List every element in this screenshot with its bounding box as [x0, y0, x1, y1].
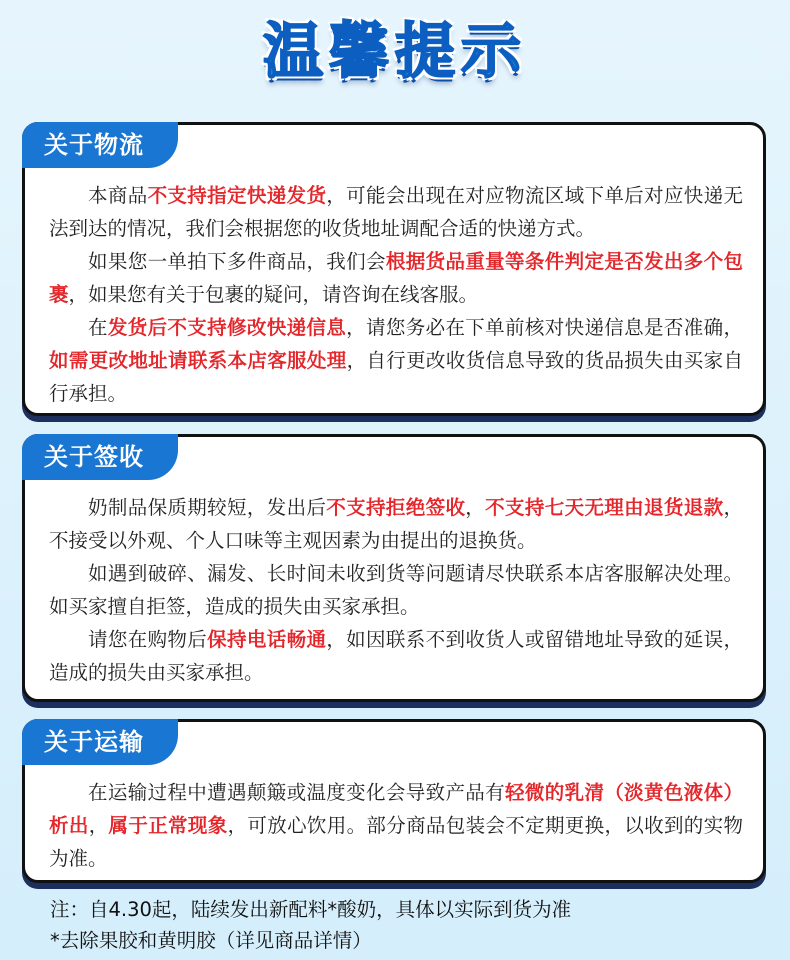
- body-text: 如果您一单拍下多件商品，我们会: [88, 250, 386, 273]
- footnote-ingredients: *去除果胶和黄明胶（详见商品详情）: [50, 929, 372, 952]
- body-text: ，: [88, 814, 109, 837]
- paragraph: [49, 776, 743, 875]
- transport-heading: 关于运输: [22, 719, 178, 765]
- footnote-formula: 注：自4.30起，陆续发出新配料*酸奶，具体以实际到货为准: [50, 898, 572, 921]
- body-text: ，可能会出现在对应物流区域下单后对应快递无法到达的情况，我们会根据您的收货地址调配合适的快递方式。: [49, 184, 743, 240]
- paragraph: [49, 491, 743, 557]
- body-text: 请您在购物后: [88, 628, 208, 651]
- signing-heading: 关于签收: [22, 434, 178, 480]
- logistics-card: [22, 122, 766, 416]
- logistics-heading: 关于物流: [22, 122, 178, 168]
- signing-card: [22, 434, 766, 702]
- body-text: ，: [465, 496, 486, 519]
- paragraph: [49, 623, 743, 689]
- paragraph: [49, 557, 743, 623]
- body-text: 本商品: [88, 184, 148, 207]
- paragraph: [49, 179, 743, 245]
- body-text: 奶制品保质期较短，发出后: [88, 496, 327, 519]
- body-text: ，可放心饮用。部分商品包装会不定期更换，以收到的实物为准。: [49, 814, 743, 870]
- paragraph: [49, 311, 743, 410]
- highlight-text: 不支持指定快递发货: [147, 184, 327, 207]
- body-text: ，如果您有关于包裹的疑问，请咨询在线客服。: [68, 283, 479, 306]
- highlight-text: 不支持七天无理由退货退款: [485, 496, 724, 519]
- paragraph: [49, 245, 743, 311]
- highlight-text: 保持电话畅通: [207, 628, 327, 651]
- body-text: 如遇到破碎、漏发、长时间未收到货等问题请尽快联系本店客服解决处理。如买家擅自拒签，造成的损失由买家承担。: [49, 562, 743, 618]
- highlight-text: 如需更改地址请联系本店客服处理: [49, 349, 347, 372]
- transport-card: [22, 719, 766, 883]
- highlight-text: 根据货品重量等条件判定是否发出多个包裹: [49, 250, 743, 306]
- highlight-text: 轻微的乳清（淡黄色液体）析出: [49, 781, 743, 837]
- signing-body: [49, 491, 743, 689]
- body-text: ，如因联系不到收货人或留错地址导致的延误，造成的损失由买家承担。: [49, 628, 743, 684]
- body-text: 在运输过程中遭遇颠簸或温度变化会导致产品有: [88, 781, 506, 804]
- highlight-text: 不支持拒绝签收: [326, 496, 466, 519]
- body-text: ，不接受以外观、个人口味等主观因素为由提出的退换货。: [49, 496, 743, 552]
- body-text: ，请您务必在下单前核对快递信息是否准确，: [346, 316, 743, 339]
- highlight-text: 发货后不支持修改快递信息: [107, 316, 347, 339]
- body-text: 在: [88, 316, 108, 339]
- logistics-body: [49, 179, 743, 410]
- highlight-text: 属于正常现象: [108, 814, 228, 837]
- body-text: ，自行更改收货信息导致的货品损失由买家自行承担。: [49, 349, 743, 405]
- transport-body: [49, 776, 743, 875]
- page-title: 温馨提示: [263, 17, 527, 87]
